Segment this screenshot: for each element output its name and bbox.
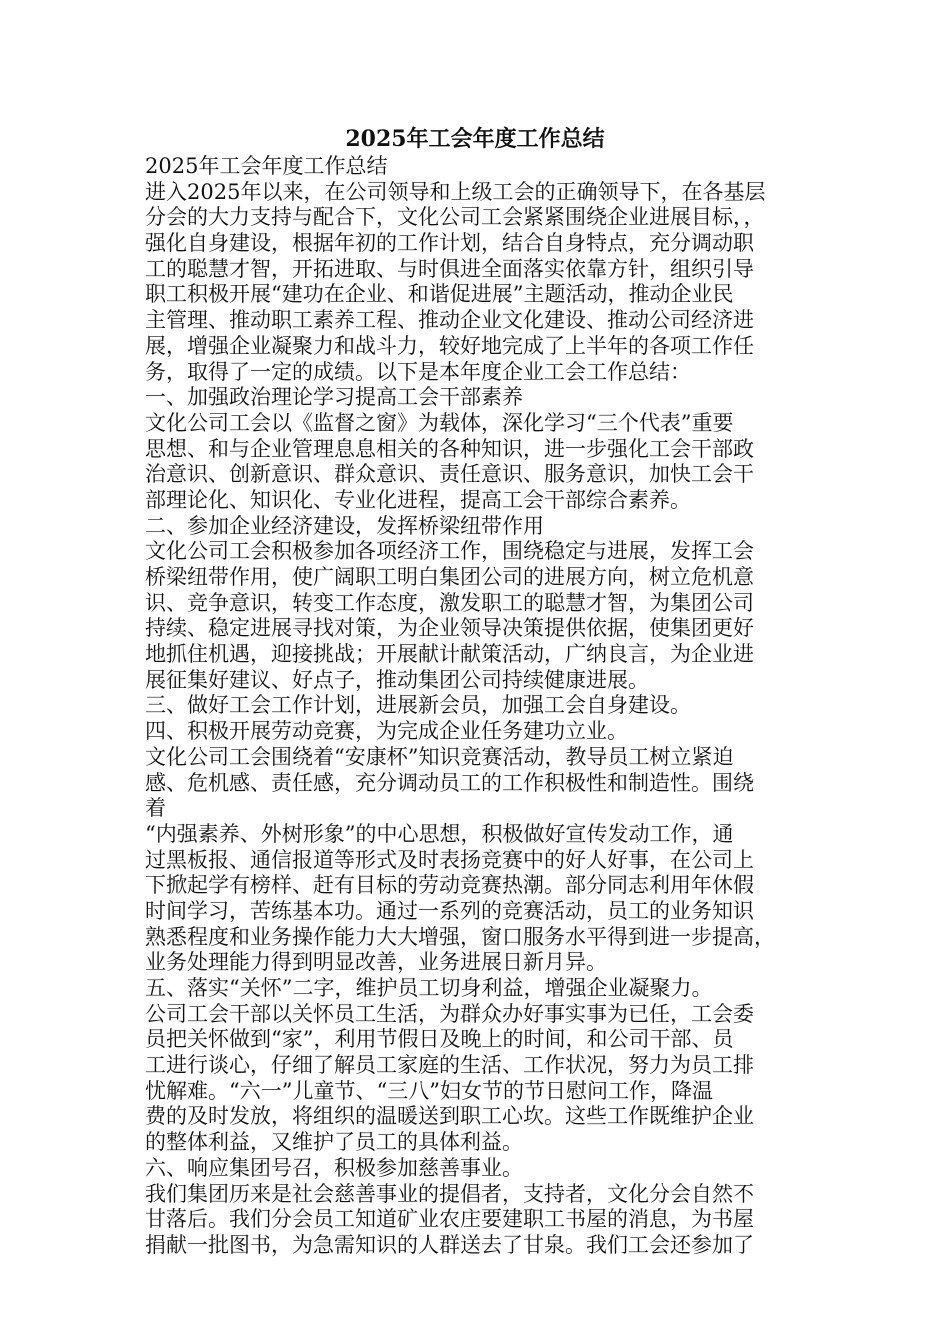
text-line: 强化自身建设，根据年初的工作计划，结合自身特点，充分调动职 [145, 231, 754, 256]
text-line: 部理论化、知识化、专业化进程，提高工会干部综合素养。 [145, 487, 691, 512]
section-heading: 五、落实“关怀”二字，维护员工切身利益，增强企业凝聚力。 [145, 976, 713, 1000]
text-line: 公司工会干部以关怀员工生活，为群众办好事实事为已任，工会委 [145, 1001, 754, 1026]
document-page [145, 124, 805, 1259]
text-line: 熟悉程度和业务操作能力大大增强，窗口服务水平得到进一步提高， [145, 924, 775, 949]
text-line: 员把关怀做到“家”，利用节假日及晚上的时间，和公司干部、员 [145, 1027, 734, 1052]
text-line: 桥梁纽带作用，使广阔职工明白集团公司的进展方向，树立危机意 [145, 565, 754, 589]
text-line: 分会的大力支持与配合下，文化公司工会紧紧围绕企业进展目标，， [145, 205, 765, 230]
text-line: 主管理、推动职工素养工程、推动企业文化建设、推动公司经济进 [145, 308, 754, 333]
text-line: 职工积极开展“建功在企业、和谐促进展”主题活动，推动企业民 [145, 282, 734, 307]
text-line: 的整体利益，又维护了员工的具体利益。 [145, 1130, 523, 1155]
text-line: 识、竞争意识，转变工作态度，激发职工的聪慧才智，为集团公司 [145, 590, 754, 615]
section-heading: 六、响应集团号召，积极参加慈善事业。 [145, 1155, 523, 1180]
text-line: 治意识、创新意识、群众意识、责任意识、服务意识，加快工会干 [145, 462, 754, 487]
section-heading: 一、加强政治理论学习提高工会干部素养 [145, 385, 523, 410]
text-line: 业务处理能力得到明显改善，业务进展日新月异。 [145, 950, 607, 975]
text-line: 文化公司工会围绕着“安康杯”知识竞赛活动，教导员工树立紧迫 [145, 744, 734, 769]
text-line: 费的及时发放，将组织的温暖送到职工心坎。这些工作既维护企业 [145, 1104, 754, 1129]
text-line: 地抓住机遇，迎接挑战；开展献计献策活动，广纳良言，为企业进 [145, 642, 754, 667]
section-heading: 二、参加企业经济建设，发挥桥梁纽带作用 [145, 513, 544, 538]
text-line: 着 [145, 796, 166, 821]
text-line: 文化公司工会积极参加各项经济工作，围绕稳定与进展，发挥工会 [145, 539, 754, 564]
text-line: 忧解难。“六一”儿童节、“三八”妇女节的节日慰问工作，降温 [145, 1078, 713, 1103]
text-line: 展，增强企业凝聚力和战斗力，较好地完成了上半年的各项工作任 [145, 333, 754, 358]
text-line: 甘落后。我们分会员工知道矿业农庄要建职工书屋的消息，为书屋 [145, 1207, 754, 1232]
text-line: 文化公司工会以《监督之窗》为载体，深化学习“三个代表”重要 [145, 410, 734, 435]
text-line: 展征集好建议、好点子，推动集团公司持续健康进展。 [145, 667, 649, 692]
text-line: 感、危机感、责任感，充分调动员工的工作积极性和制造性。围绕 [145, 770, 754, 795]
text-line: 过黑板报、通信报道等形式及时表扬竞赛中的好人好事，在公司上 [145, 847, 754, 872]
text-line: 进入2025年以来，在公司领导和上级工会的正确领导下，在各基层 [145, 179, 766, 204]
text-line: 工进行谈心，仔细了解员工家庭的生活、工作状况，努力为员工排 [145, 1053, 754, 1078]
text-line: 我们集团历来是社会慈善事业的提倡者，支持者，文化分会自然不 [145, 1181, 754, 1206]
document-body [145, 154, 805, 1259]
section-heading: 四、积极开展劳动竞赛，为完成企业任务建功立业。 [145, 719, 628, 744]
text-line: 2025年工会年度工作总结 [145, 154, 388, 178]
text-line: 下掀起学有榜样、赶有目标的劳动竞赛热潮。部分同志利用年休假 [145, 873, 754, 898]
text-line: 思想、和与企业管理息息相关的各种知识，进一步强化工会干部政 [145, 436, 754, 461]
text-line: 务，取得了一定的成绩。以下是本年度企业工会工作总结： [145, 359, 691, 384]
document-title: 2025年工会年度工作总结 [345, 126, 605, 152]
text-line: “内强素养、外树形象”的中心思想，积极做好宣传发动工作，通 [145, 821, 734, 846]
text-line: 持续、稳定进展寻找对策，为企业领导决策提供依据，使集团更好 [145, 616, 754, 641]
text-line: 时间学习，苦练基本功。通过一系列的竞赛活动，员工的业务知识 [145, 898, 754, 923]
section-heading: 三、做好工会工作计划，进展新会员，加强工会自身建设。 [145, 693, 691, 718]
text-line: 捐献一批图书，为急需知识的人群送去了甘泉。我们工会还参加了 [145, 1232, 754, 1257]
text-line: 工的聪慧才智，开拓进取、与时俱进全面落实依靠方针，组织引导 [145, 256, 754, 281]
